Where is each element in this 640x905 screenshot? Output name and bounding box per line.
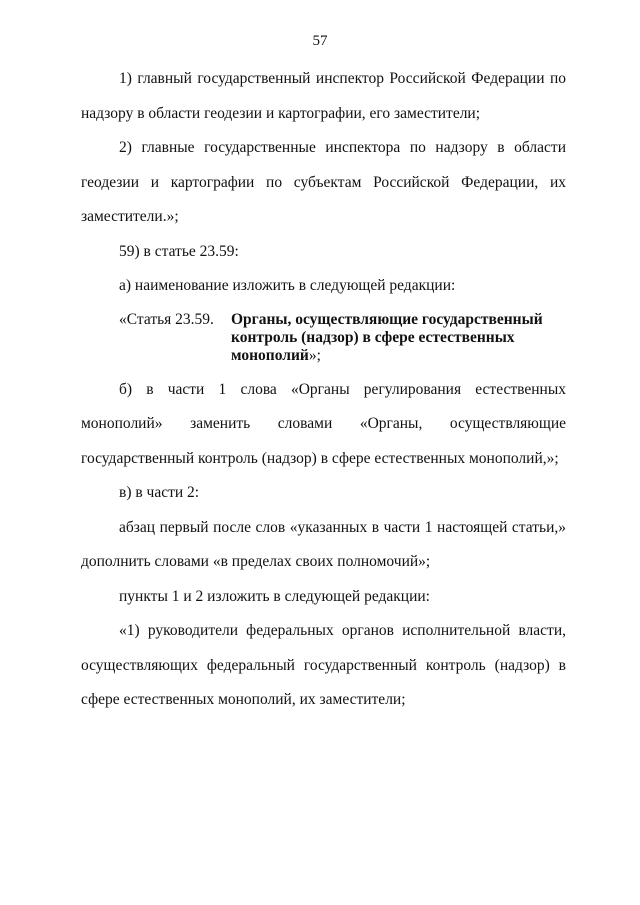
article-title: Органы, осуществляющие государственный контроль (надзор) в сфере естественных монополий [231, 310, 543, 364]
article-number: «Статья 23.59. [119, 310, 214, 328]
paragraph: абзац первый после слов «указанных в части 1 настоящей статьи,» дополнить словами «в пределах своих полномочий»; [81, 518, 566, 570]
paragraph: 2) главные государственные инспектора по надзору в области геодезии и картографии по субъектам Российской Федерации, их заместители.»; [81, 139, 566, 225]
paragraph: в) в части 2: [119, 484, 200, 501]
paragraph: 59) в статье 23.59: [119, 242, 239, 260]
article-title-tail: »; [308, 346, 321, 364]
page-number: 57 [312, 33, 328, 49]
paragraph: а) наименование изложить в следующей редакции: [119, 277, 456, 294]
document-body [81, 62, 566, 718]
paragraph: б) в части 1 слова «Органы регулирования естественных монополий» заменить словами «Органы, осуществляющие государственный контроль (надзор) в сфере естественных монополий,»; [81, 380, 566, 467]
paragraph: пункты 1 и 2 изложить в следующей редакции: [119, 587, 430, 605]
article-title-wrapper [231, 311, 566, 365]
paragraph: «1) руководители федеральных органов исполнительной власти, осуществляющих федеральный государственный контроль (надзор) в сфере естественных монополий, их заместители; [81, 622, 566, 708]
paragraph: 1) главный государственный инспектор Российской Федерации по надзору в области геодезии и картографии, его заместители; [81, 70, 566, 122]
article-heading [81, 311, 566, 365]
